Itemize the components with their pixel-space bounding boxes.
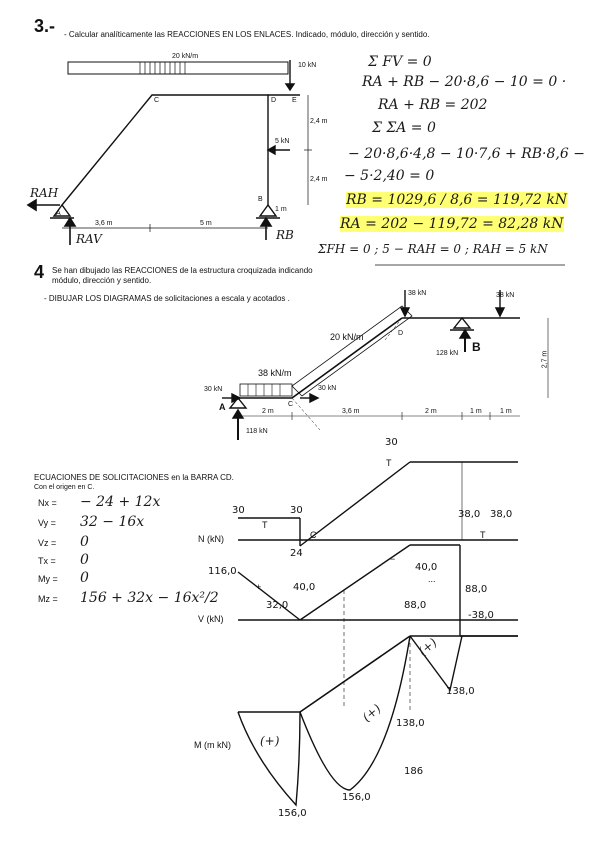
calc-line-7: RA = 202 − 119,72 = 82,28 kN [340,216,564,232]
eq-expr-2: 0 [80,534,89,550]
N-sign-T1: T [262,520,268,530]
p4-load-30a: 30 kN [204,386,223,393]
p4-label-D: D [398,330,404,337]
eq-expr-4: 0 [80,570,89,586]
M-val-138a: 138,0 [446,686,475,697]
N-sign-T3: T [480,530,486,540]
p4-label-B: B [472,340,481,354]
p3-dim-24a: 2,4 m [310,118,328,125]
p4-load-38d: 38 kN/m [258,368,292,378]
calc-line-0: Σ FV = 0 [368,54,432,70]
p3-dim-5: 5 m [200,220,212,227]
M-val-186: 186 [404,766,424,777]
p3-frame [50,60,312,232]
p4-statement-3: - DIBUJAR LOS DIAGRAMAS de solicitaciones a escala y acotados . [44,294,290,303]
eq-label-1: Vy = [38,518,56,528]
calc-line-6: RB = 1029,6 / 8,6 = 119,72 kN [346,192,568,208]
p3-dim-36: 3,6 m [95,220,113,227]
M-val-156-bottom: 156,0 [278,808,307,819]
p3-load-dist: 20 kN/m [172,53,199,60]
p3-dim-1: 1 m [275,206,287,213]
hand-RAH: RAH [30,186,59,200]
eqs-origin: Con el origen en C. [34,484,95,491]
eq-expr-1: 32 − 16x [80,514,145,530]
M-sign-cplus3: (+) [415,635,440,659]
eq-label-3: Tx = [38,556,56,566]
p3-load-side: 5 kN [275,138,290,145]
V-sign-dots: ... [428,574,436,584]
N-sign-C: C [310,530,317,540]
M-sign-cplus1: (+) [260,734,280,748]
N-axis-label: N (kN) [198,534,224,544]
eq-expr-0: − 24 + 12x [80,494,161,510]
hand-RAV: RAV [76,232,102,246]
M-sign-cplus2: (+) [359,701,384,725]
calc-line-5: − 5·2,40 = 0 [344,168,435,184]
p3-dim-24b: 2,4 m [310,176,328,183]
V-val-116: 116,0 [208,566,237,577]
eq-label-5: Mz = [38,594,58,604]
V-val-88a: 88,0 [465,584,488,595]
N-val-38b: 38,0 [490,509,513,520]
p3-label-D: D [271,97,277,104]
V-axis-label: V (kN) [198,614,224,624]
p3-number: 3.- [34,16,56,36]
hand-RB: RB [276,228,294,242]
N-val-24: 24 [290,548,303,559]
V-val-m38: -38,0 [468,610,494,621]
p4-dim-1a: 1 m [470,408,482,415]
p4-frame [222,290,548,440]
calc-line-4: − 20·8,6·4,8 − 10·7,6 + RB·8,6 − [348,146,585,162]
V-val-88b: 88,0 [404,600,427,611]
V-diagram [238,545,518,706]
p3-label-C: C [154,97,160,104]
p4-statement-2: módulo, dirección y sentido. [52,276,152,285]
V-sign-minus: − [390,554,396,564]
M-val-156-mid: 156,0 [342,792,371,803]
p4-load-38b: 38 kN [496,292,515,299]
N-val-40: 40,0 [415,562,438,573]
M-val-138b: 138,0 [396,718,425,729]
calc-line-2: RA + RB = 202 [378,97,488,113]
eq-expr-3: 0 [80,552,89,568]
p4-dim-36: 3,6 m [342,408,360,415]
p4-dim-1b: 1 m [500,408,512,415]
N-val-30-mid: 30 [290,505,303,516]
p3-load-point: 10 kN [298,62,317,69]
eq-label-2: Vz = [38,538,57,548]
N-val-38a: 38,0 [458,509,481,520]
p3-label-B: B [258,196,263,203]
p4-load-20: 20 kN/m [330,332,364,342]
p4-statement-1: Se han dibujado las REACCIONES de la estructura croquizada indicando [52,266,313,275]
calc-line-3: Σ ΣA = 0 [372,120,436,136]
eq-label-4: My = [38,574,58,584]
eq-label-0: Nx = [38,498,57,508]
p3-label-A: A [56,210,61,217]
eq-expr-5: 156 + 32x − 16x²/2 [80,590,219,606]
p3-statement: - Calcular analíticamente las REACCIONES EN LOS ENLACES. Indicado, módulo, dirección y sentido. [64,30,430,39]
M-diagram [238,636,518,805]
p4-label-A: A [219,402,226,412]
p4-dim-2b: 2 m [425,408,437,415]
V-sign-plus: + [256,582,262,592]
p4-label-C: C [288,401,294,408]
p3-reaction-arrows [28,200,271,245]
p4-load-38a: 38 kN [408,290,427,297]
p4-react-118: 118 kN [246,428,268,435]
N-sign-T2: T [386,458,392,468]
V-val-32: 32,0 [266,600,289,611]
p3-label-E: E [292,97,297,104]
p4-number: 4 [34,262,45,282]
N-val-30-top: 30 [385,437,398,448]
N-diagram [238,462,518,546]
N-val-30-left: 30 [232,505,245,516]
V-val-40: 40,0 [293,582,316,593]
calc-line-1: RA + RB − 20·8,6 − 10 = 0 · [362,74,567,90]
p4-load-30b: 30 kN [318,385,337,392]
eqs-title: ECUACIONES DE SOLICITACIONES en la BARRA CD. [34,473,234,482]
p4-dim-2a: 2 m [262,408,274,415]
p4-react-128: 128 kN [436,350,459,357]
M-axis-label: M (m kN) [194,740,231,750]
calc-line-8: ΣFH = 0 ; 5 − RAH = 0 ; RAH = 5 kN [318,242,548,256]
p4-dim-27: 2,7 m [541,350,549,369]
